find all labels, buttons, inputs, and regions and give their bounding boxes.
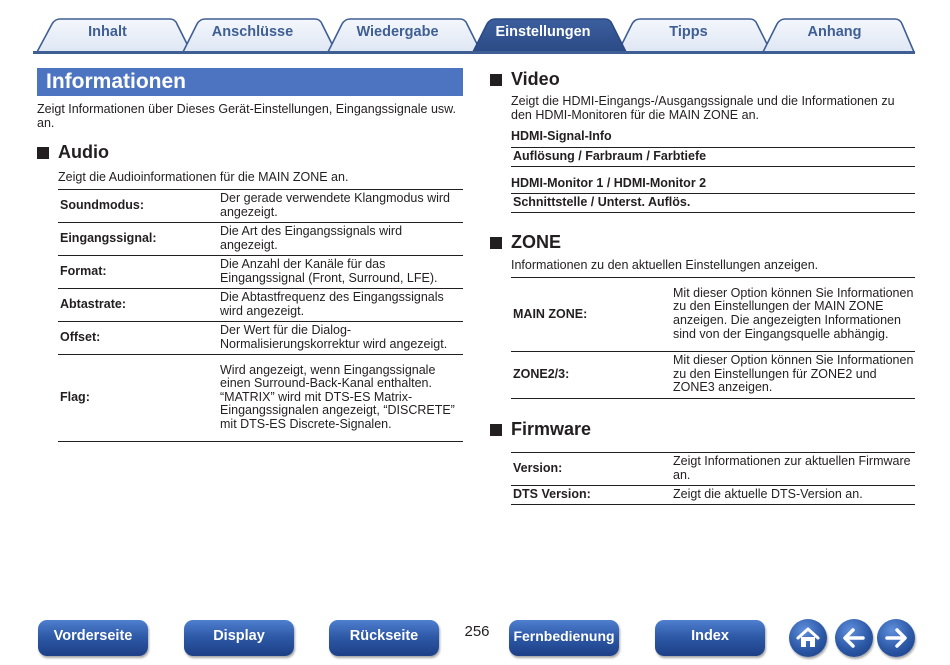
row-label: Format: [58,256,220,289]
table-row [58,289,463,322]
index-button[interactable]: Index [655,620,765,656]
tab-inhalt[interactable]: Inhalt [88,24,127,40]
table-row [58,190,463,223]
row-value: Die Anzahl der Kanäle für das Eingangssignal (Front, Surround, LFE). [220,256,463,289]
fernbedienung-button[interactable]: Fernbedienung [509,620,619,656]
video-description: Zeigt die HDMI-Eingangs-/Ausgangssignale und die Informationen zu den HDMI-Monitoren für die MAIN ZONE an. [511,94,895,122]
zone-description: Informationen zu den aktuellen Einstellungen anzeigen. [511,258,819,272]
back-button[interactable] [835,619,873,657]
tab-tipps[interactable]: Tipps [669,24,708,40]
firmware-heading [490,418,915,442]
table-row [511,486,915,505]
row-value: Die Abtastfrequenz des Eingangssignals wird angezeigt. [220,289,463,322]
zone-heading [490,231,915,255]
audio-description: Zeigt die Audioinformationen für die MAIN ZONE an. [58,170,349,184]
section-bullet-icon [490,424,502,436]
video-heading-text: Video [511,69,560,89]
table-row [511,352,915,399]
firmware-table [511,452,915,505]
table-row [58,256,463,289]
tab-wiedergabe[interactable]: Wiedergabe [356,24,439,40]
row-label: Offset: [58,322,220,355]
page-title: Informationen [37,68,463,96]
row-label: Version: [511,453,673,486]
table-row [58,355,463,442]
video-heading [490,68,915,92]
row-label: Eingangssignal: [58,223,220,256]
right-column [490,68,915,505]
table-row [511,278,915,352]
row-value: Der gerade verwendete Klangmodus wird angezeigt. [220,190,463,223]
tab-anschluesse[interactable]: Anschlüsse [211,24,294,40]
zone-table [511,277,915,399]
section-bullet-icon [37,147,49,159]
hdmi-monitor-bar: Schnittstelle / Unterst. Auflös. [511,193,915,213]
audio-heading [37,141,463,165]
firmware-heading-text: Firmware [511,419,592,439]
row-value: Die Art des Eingangssignals wird angezeigt. [220,223,463,256]
display-button[interactable]: Display [184,620,294,656]
arrow-right-icon [877,619,915,657]
hdmi-monitor-label: HDMI-Monitor 1 / HDMI-Monitor 2 [511,176,707,190]
audio-table [58,189,463,442]
row-value: Mit dieser Option können Sie Informationen zu den Einstellungen der MAIN ZONE anzeigen. Die angezeigten Informationen sind von der Eingangsquelle abhängig. [673,278,915,352]
forward-button[interactable] [877,619,915,657]
table-row [58,322,463,355]
arrow-left-icon [835,619,873,657]
row-label: Soundmodus: [58,190,220,223]
hdmi-signal-info-label: HDMI-Signal-Info [511,129,612,143]
vorderseite-button[interactable]: Vorderseite [38,620,148,656]
zone-heading-text: ZONE [511,232,562,252]
tab-einstellungen[interactable]: Einstellungen [495,24,591,40]
row-value: Zeigt die aktuelle DTS-Version an. [673,486,915,505]
row-value: Wird angezeigt, wenn Eingangssignale einen Surround-Back-Kanal enthalten. “MATRIX” wird mit DTS-ES Matrix-Eingangssignalen angezeigt, “DISCRETE” mit DTS-ES Discrete-Signalen. [220,355,463,442]
page-number: 256 [464,623,490,640]
table-row [58,223,463,256]
row-label: Abtastrate: [58,289,220,322]
tab-bar [0,0,950,56]
row-label: ZONE2/3: [511,352,673,399]
home-icon [789,619,827,657]
audio-heading-text: Audio [58,142,109,162]
row-value: Zeigt Informationen zur aktuellen Firmware an. [673,453,915,486]
row-label: MAIN ZONE: [511,278,673,352]
page-intro: Zeigt Informationen über Dieses Gerät-Einstellungen, Eingangssignale usw. an. [37,102,456,130]
left-column [37,68,463,442]
home-button[interactable] [789,619,827,657]
tab-anhang[interactable]: Anhang [807,24,862,40]
row-value: Der Wert für die Dialog-Normalisierungskorrektur wird angezeigt. [220,322,463,355]
row-value: Mit dieser Option können Sie Informationen zu den Einstellungen für ZONE2 und ZONE3 anzeigen. [673,352,915,399]
rueckseite-button[interactable]: Rückseite [329,620,439,656]
row-label: Flag: [58,355,220,442]
section-bullet-icon [490,237,502,249]
section-bullet-icon [490,74,502,86]
hdmi-signal-info-bar: Auflösung / Farbraum / Farbtiefe [511,147,915,167]
row-label: DTS Version: [511,486,673,505]
table-row [511,453,915,486]
